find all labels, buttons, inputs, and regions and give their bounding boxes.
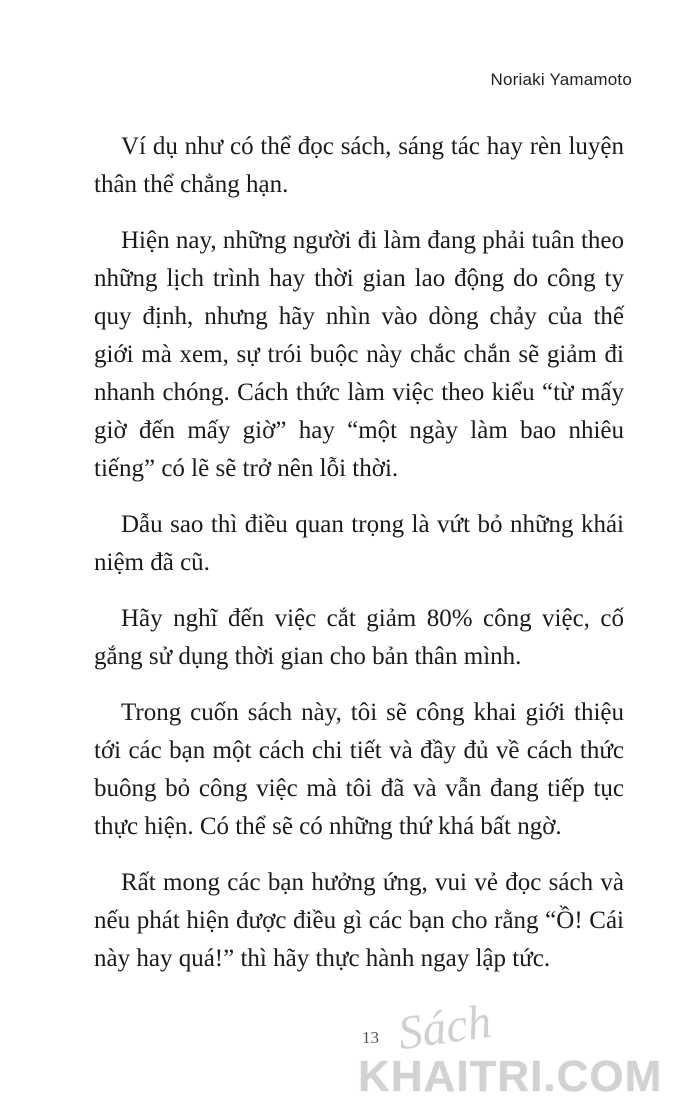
paragraph-5: Trong cuốn sách này, tôi sẽ công khai giới thiệu tới các bạn một cách chi tiết và đầy đủ về cách thức buông bỏ công việc mà tôi đã và vẫn đang tiếp tục thực hiện. Có thể sẽ có những thứ khá bất ngờ.: [94, 699, 624, 840]
paragraph-4: Hãy nghĩ đến việc cắt giảm 80% công việc, cố gắng sử dụng thời gian cho bản thân mình.: [94, 605, 624, 670]
paragraph-2: Hiện nay, những người đi làm đang phải tuân theo những lịch trình hay thời gian lao động do công ty quy định, nhưng hãy nhìn vào dòng chảy của thế giới mà xem, sự trói buộc này chắc chắn sẽ giảm đi nhanh chóng. Cách thức làm việc theo kiểu “từ mấy giờ đến mấy giờ” hay “một ngày làm bao nhiêu tiếng” có lẽ sẽ trở nên lỗi thời.: [94, 227, 624, 482]
page-body: [94, 128, 624, 996]
paragraph-3: Dẫu sao thì điều quan trọng là vứt bỏ những khái niệm đã cũ.: [94, 511, 624, 576]
running-header-author: Noriaki Yamamoto: [490, 70, 632, 89]
watermark-brand-logo: KHAITRI.COM: [358, 1052, 663, 1101]
paragraph-1: Ví dụ như có thể đọc sách, sáng tác hay rèn luyện thân thể chẳng hạn.: [94, 133, 624, 198]
page-number: 13: [362, 1028, 379, 1047]
paragraph-6: Rất mong các bạn hưởng ứng, vui vẻ đọc sách và nếu phát hiện được điều gì các bạn cho rằng “Ồ! Cái này hay quá!” thì hãy thực hành ngay lập tức.: [94, 869, 624, 972]
watermark-script-logo: Sách: [394, 994, 495, 1061]
